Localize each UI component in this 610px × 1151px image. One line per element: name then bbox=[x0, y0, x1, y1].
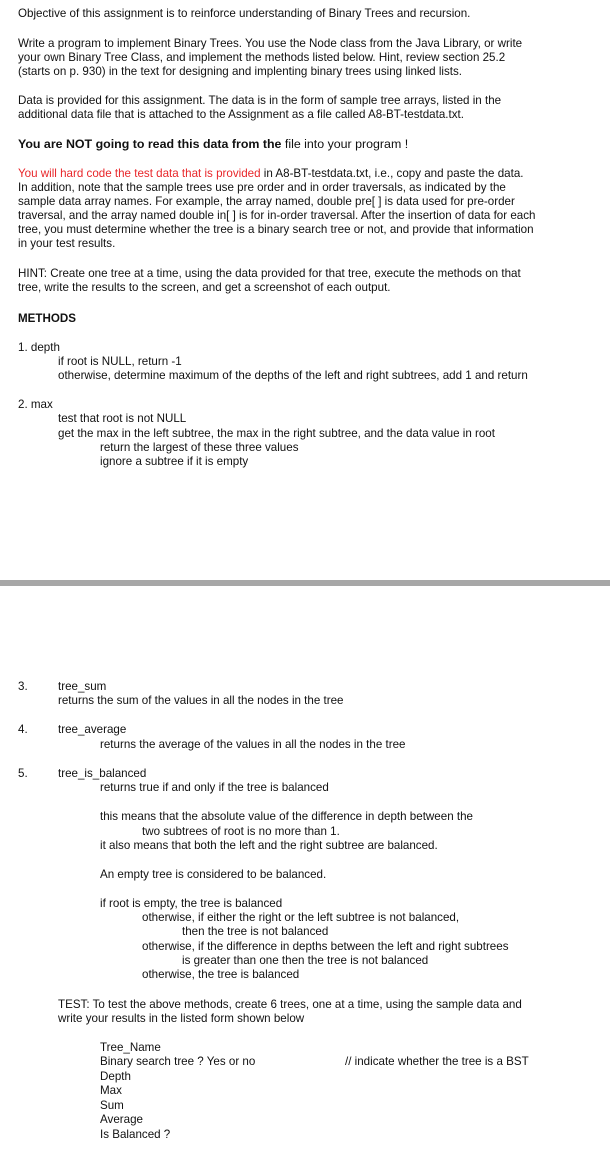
method-max-title: 2. max bbox=[18, 398, 53, 411]
method-balanced-desc: returns true if and only if the tree is balanced bbox=[100, 781, 329, 794]
form-balanced: Is Balanced ? bbox=[100, 1128, 171, 1141]
form-max: Max bbox=[100, 1084, 122, 1097]
method-max-line: test that root is not NULL bbox=[58, 412, 187, 425]
balanced-algo-line: otherwise, if either the right or the left subtree is not balanced, bbox=[142, 911, 460, 924]
balanced-algo-line: otherwise, if the difference in depths between the left and right subtrees bbox=[142, 940, 509, 953]
hardcode-paragraph bbox=[18, 167, 588, 251]
hardcode-first-line bbox=[18, 167, 588, 181]
balanced-meaning-line: it also means that both the left and the right subtree are balanced. bbox=[100, 839, 438, 852]
method-depth-line: otherwise, determine maximum of the depths of the left and right subtrees, add 1 and return bbox=[58, 369, 528, 382]
write-paragraph bbox=[18, 37, 588, 79]
hardcode-red-text: You will hard code the test data that is provided bbox=[18, 167, 261, 180]
not-read-rest: file into your program ! bbox=[281, 137, 409, 151]
method-balanced-number: 5. bbox=[18, 767, 28, 780]
test-instruction-line: TEST: To test the above methods, create 6 trees, one at a time, using the sample data and bbox=[58, 998, 522, 1011]
method-average-title: tree_average bbox=[58, 723, 127, 736]
data-paragraph bbox=[18, 94, 588, 122]
method-max-line: get the max in the left subtree, the max in the right subtree, and the data value in root bbox=[58, 427, 495, 440]
methods-heading: METHODS bbox=[18, 312, 76, 325]
method-average-desc: returns the average of the values in all the nodes in the tree bbox=[100, 738, 406, 751]
hardcode-line: in your test results. bbox=[18, 237, 116, 250]
method-sum-title: tree_sum bbox=[58, 680, 107, 693]
hardcode-line: In addition, note that the sample trees use pre order and in order traversals, as indicated by the bbox=[18, 181, 506, 194]
method-max-subline: ignore a subtree if it is empty bbox=[100, 455, 249, 468]
write-line: (starts on p. 930) in the text for designing and implenting binary trees using linked lists. bbox=[18, 65, 463, 78]
form-tree-name: Tree_Name bbox=[100, 1041, 161, 1054]
method-max-subline: return the largest of these three values bbox=[100, 441, 299, 454]
page-separator bbox=[0, 580, 610, 586]
not-read-bold: You are NOT going to read this data from the bbox=[18, 137, 282, 151]
balanced-algo-line: then the tree is not balanced bbox=[182, 925, 329, 938]
form-bst: Binary search tree ? Yes or no bbox=[100, 1055, 256, 1068]
write-line: your own Binary Tree Class, and implement the methods listed below. Hint, review section 25.2 bbox=[18, 51, 506, 64]
data-line: additional data file that is attached to the Assignment as a file called A8-BT-testdata.txt. bbox=[18, 108, 464, 121]
hardcode-line: sample data array names. For example, the array named, double pre[ ] is data used for pre-order bbox=[18, 195, 515, 208]
hint-line: tree, write the results to the screen, and get a screenshot of each output. bbox=[18, 281, 391, 294]
hint-paragraph bbox=[18, 267, 588, 295]
method-sum-desc: returns the sum of the values in all the nodes in the tree bbox=[58, 694, 344, 707]
hardcode-line: traversal, and the array named double in[ ] is for in-order traversal. After the insertion of data for each bbox=[18, 209, 536, 222]
method-sum-number: 3. bbox=[18, 680, 28, 693]
method-average-number: 4. bbox=[18, 723, 28, 736]
form-depth: Depth bbox=[100, 1070, 131, 1083]
hint-line: HINT: Create one tree at a time, using the data provided for that tree, execute the methods on that bbox=[18, 267, 521, 280]
balanced-meaning-line: this means that the absolute value of the difference in depth between the bbox=[100, 810, 473, 823]
balanced-algo-line: if root is empty, the tree is balanced bbox=[100, 897, 283, 910]
balanced-meaning-line: two subtrees of root is no more than 1. bbox=[142, 825, 340, 838]
data-line: Data is provided for this assignment. The data is in the form of sample tree arrays, listed in the bbox=[18, 94, 502, 107]
method-depth-title: 1. depth bbox=[18, 341, 60, 354]
form-average: Average bbox=[100, 1113, 143, 1126]
not-read-notice bbox=[18, 137, 588, 151]
balanced-algo-line: is greater than one then the tree is not balanced bbox=[182, 954, 429, 967]
balanced-algo-line: otherwise, the tree is balanced bbox=[142, 968, 300, 981]
hardcode-line: tree, you must determine whether the tree is a binary search tree or not, and provide that information bbox=[18, 223, 534, 236]
write-line: Write a program to implement Binary Trees. You use the Node class from the Java Library, or write bbox=[18, 37, 523, 50]
form-bst-comment: // indicate whether the tree is a BST bbox=[345, 1055, 529, 1068]
balanced-empty-note: An empty tree is considered to be balanced. bbox=[100, 868, 327, 881]
objective-text: Objective of this assignment is to reinforce understanding of Binary Trees and recursion. bbox=[18, 7, 471, 20]
form-sum: Sum bbox=[100, 1099, 124, 1112]
method-depth-line: if root is NULL, return -1 bbox=[58, 355, 182, 368]
test-instruction-line: write your results in the listed form shown below bbox=[58, 1012, 305, 1025]
hardcode-rest: in A8-BT-testdata.txt, i.e., copy and paste the data. bbox=[260, 167, 524, 180]
method-balanced-title: tree_is_balanced bbox=[58, 767, 147, 780]
